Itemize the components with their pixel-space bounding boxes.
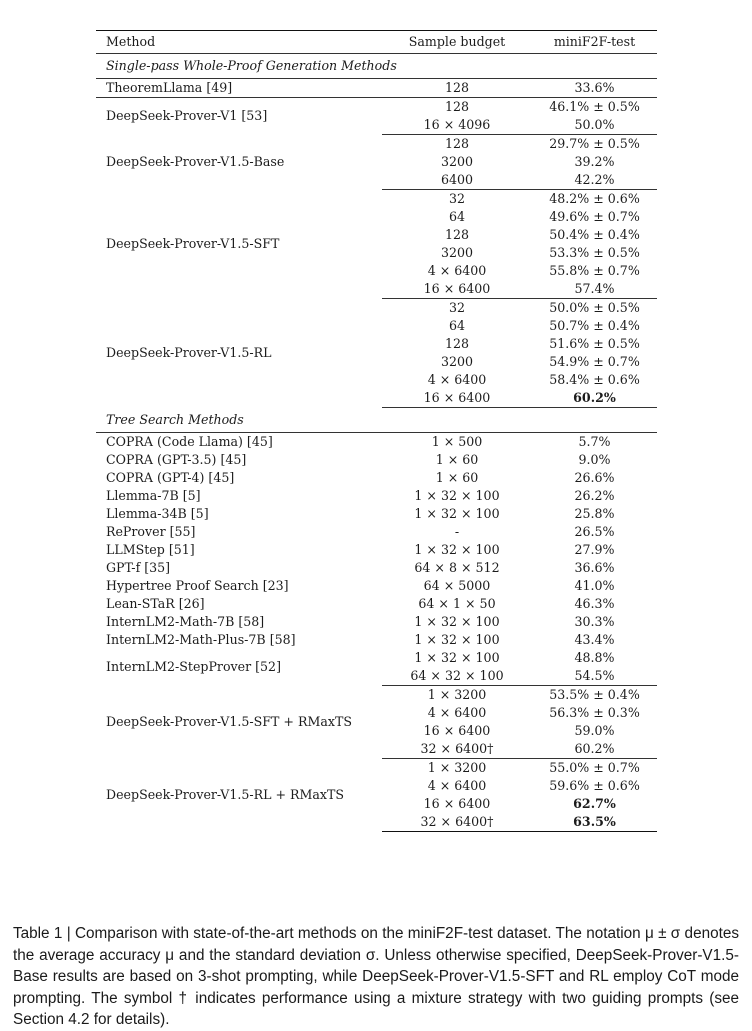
section-title-row xyxy=(96,54,657,79)
table-row xyxy=(96,613,657,631)
section-title: Tree Search Methods xyxy=(96,408,657,433)
table-row xyxy=(96,299,657,318)
method-cell: DeepSeek-Prover-V1.5-Base xyxy=(106,154,285,169)
table-row xyxy=(96,523,657,541)
score-cell: 58.4% ± 0.6% xyxy=(549,372,640,387)
score-cell: 55.8% ± 0.7% xyxy=(549,263,640,278)
score-cell: 55.0% ± 0.7% xyxy=(549,760,640,775)
score-cell: 53.5% ± 0.4% xyxy=(549,687,640,702)
score-cell: 48.2% ± 0.6% xyxy=(549,191,640,206)
sample-budget-cell: 64 xyxy=(448,209,466,224)
score-cell: 33.6% xyxy=(532,79,657,98)
sample-budget-cell: 4 × 6400 xyxy=(427,705,487,720)
table-row xyxy=(96,79,657,98)
table-row xyxy=(96,595,657,613)
sample-budget-cell: 16 × 6400 xyxy=(423,796,491,811)
section-title-row xyxy=(96,408,657,433)
sample-budget-cell: 128 xyxy=(444,136,470,151)
sample-budget-cell: 32 × 6400† xyxy=(382,740,532,759)
table-row xyxy=(96,759,657,778)
method-cell: DeepSeek-Prover-V1.5-RL xyxy=(106,345,272,360)
sample-budget-cell: 4 × 6400 xyxy=(427,372,487,387)
sample-budget-cell: 128 xyxy=(444,227,470,242)
table-row xyxy=(96,190,657,209)
score-cell: 62.7% xyxy=(573,796,616,811)
table-row xyxy=(96,135,657,154)
score-cell: 56.3% ± 0.3% xyxy=(549,705,640,720)
score-cell: 30.3% xyxy=(574,614,615,629)
score-cell: 39.2% xyxy=(574,154,615,169)
sample-budget-cell: 16 × 6400 xyxy=(382,389,532,408)
method-cell: Lean-STaR [26] xyxy=(106,596,205,611)
sample-budget-cell: 6400 xyxy=(382,171,532,190)
table-row xyxy=(96,505,657,523)
score-cell: 36.6% xyxy=(574,560,615,575)
method-cell: InternLM2-StepProver [52] xyxy=(106,659,281,675)
sample-budget-cell: 1 × 32 × 100 xyxy=(414,614,500,629)
table-row xyxy=(96,469,657,487)
sample-budget-cell: 16 × 6400 xyxy=(423,723,491,738)
score-cell: 5.7% xyxy=(578,434,611,449)
header-row xyxy=(96,31,657,54)
sample-budget-cell: 1 × 32 × 100 xyxy=(414,488,500,503)
header-method: Method xyxy=(96,31,382,54)
method-cell: Llemma-7B [5] xyxy=(106,488,201,503)
table-caption: Table 1 | Comparison with state-of-the-art methods on the miniF2F-test dataset. The notation μ ± σ denotes the average accuracy μ and the standard deviation σ. Unless otherwise specified, DeepSeek-Prover-V1.5-Base results are based on 3-shot prompting, while DeepSeek-Prover-V1.5-SFT and RL employ CoT mode prompting. The symbol † indicates performance using a mixture strategy with two guiding prompts (see Section 4.2 for details). xyxy=(13,925,739,1029)
score-cell: 9.0% xyxy=(578,452,611,467)
method-cell: COPRA (GPT-3.5) [45] xyxy=(106,452,247,467)
sample-budget-cell: 1 × 60 xyxy=(435,452,479,467)
table-row xyxy=(96,98,657,117)
sample-budget-cell: 64 × 1 × 50 xyxy=(418,596,496,611)
method-cell: DeepSeek-Prover-V1.5-SFT + RMaxTS xyxy=(106,714,352,729)
method-cell: Llemma-34B [5] xyxy=(106,506,209,521)
score-cell: 53.3% ± 0.5% xyxy=(549,245,640,260)
method-cell: DeepSeek-Prover-V1 [53] xyxy=(106,108,268,124)
sample-budget-cell: 128 xyxy=(444,99,470,114)
table-row xyxy=(96,686,657,705)
sample-budget-cell: 3200 xyxy=(440,245,474,260)
table-row xyxy=(96,559,657,577)
score-cell: 59.6% ± 0.6% xyxy=(549,778,640,793)
table-row xyxy=(96,451,657,469)
table-row xyxy=(96,631,657,649)
sample-budget-cell: 1 × 32 × 100 xyxy=(414,542,500,557)
sample-budget-cell: 32 × 6400† xyxy=(382,813,532,832)
score-cell: 46.3% xyxy=(574,596,615,611)
method-cell: COPRA (Code Llama) [45] xyxy=(106,434,273,449)
sample-budget-cell: 3200 xyxy=(440,354,474,369)
method-cell: DeepSeek-Prover-V1.5-RL + RMaxTS xyxy=(106,787,345,802)
sample-budget-cell: 1 × 3200 xyxy=(427,687,487,702)
sample-budget-cell: 64 xyxy=(448,318,466,333)
table-row xyxy=(96,487,657,505)
score-cell: 26.5% xyxy=(574,524,615,539)
sample-budget-cell: - xyxy=(454,524,460,539)
score-cell: 43.4% xyxy=(574,632,615,647)
score-cell: 50.0% ± 0.5% xyxy=(549,300,640,315)
score-cell: 63.5% xyxy=(532,813,657,832)
score-cell: 50.4% ± 0.4% xyxy=(549,227,640,242)
sample-budget-cell: 32 xyxy=(448,191,466,206)
method-cell: InternLM2-Math-7B [58] xyxy=(106,614,265,629)
score-cell: 29.7% ± 0.5% xyxy=(549,136,640,151)
method-cell: DeepSeek-Prover-V1.5-SFT xyxy=(106,236,280,251)
section-title: Single-pass Whole-Proof Generation Methods xyxy=(96,54,657,79)
score-cell: 41.0% xyxy=(574,578,615,593)
score-cell: 26.2% xyxy=(574,488,615,503)
sample-budget-cell: 1 × 500 xyxy=(431,434,483,449)
score-cell: 27.9% xyxy=(574,542,615,557)
score-cell: 49.6% ± 0.7% xyxy=(549,209,640,224)
sample-budget-cell: 128 xyxy=(382,79,532,98)
sample-budget-cell: 16 × 4096 xyxy=(382,116,532,135)
method-cell: InternLM2-Math-Plus-7B [58] xyxy=(106,632,296,647)
sample-budget-cell: 16 × 6400 xyxy=(382,280,532,299)
sample-budget-cell: 32 xyxy=(448,300,466,315)
method-cell: Hypertree Proof Search [23] xyxy=(106,578,289,593)
sample-budget-cell: 64 × 32 × 100 xyxy=(382,667,532,686)
table-row xyxy=(96,577,657,595)
sample-budget-cell: 128 xyxy=(444,336,470,351)
sample-budget-cell: 64 × 8 × 512 xyxy=(414,560,500,575)
score-cell: 26.6% xyxy=(574,470,615,485)
score-cell: 48.8% xyxy=(574,650,615,665)
method-cell: COPRA (GPT-4) [45] xyxy=(106,470,235,485)
score-cell: 42.2% xyxy=(532,171,657,190)
table-row xyxy=(96,433,657,452)
sample-budget-cell: 1 × 32 × 100 xyxy=(414,632,500,647)
score-cell: 46.1% ± 0.5% xyxy=(549,99,640,114)
results-table xyxy=(96,30,657,832)
sample-budget-cell: 64 × 5000 xyxy=(423,578,491,593)
score-cell: 50.7% ± 0.4% xyxy=(549,318,640,333)
score-cell: 54.5% xyxy=(532,667,657,686)
sample-budget-cell: 4 × 6400 xyxy=(427,778,487,793)
method-cell: GPT-f [35] xyxy=(106,560,171,575)
sample-budget-cell: 1 × 32 × 100 xyxy=(414,506,500,521)
table-row xyxy=(96,541,657,559)
method-cell: LLMStep [51] xyxy=(106,542,195,557)
sample-budget-cell: 1 × 32 × 100 xyxy=(414,650,500,665)
score-cell: 50.0% xyxy=(532,116,657,135)
table-row xyxy=(96,649,657,667)
sample-budget-cell: 4 × 6400 xyxy=(427,263,487,278)
method-cell: TheoremLlama [49] xyxy=(96,79,382,98)
score-cell: 51.6% ± 0.5% xyxy=(549,336,640,351)
score-cell: 54.9% ± 0.7% xyxy=(549,354,640,369)
sample-budget-cell: 3200 xyxy=(440,154,474,169)
table-body xyxy=(96,54,657,832)
score-cell: 60.2% xyxy=(532,389,657,408)
score-cell: 60.2% xyxy=(532,740,657,759)
method-cell: ReProver [55] xyxy=(106,524,196,539)
sample-budget-cell: 1 × 3200 xyxy=(427,760,487,775)
header-minif2f-test: miniF2F-test xyxy=(532,31,657,54)
score-cell: 59.0% xyxy=(574,723,615,738)
score-cell: 25.8% xyxy=(574,506,615,521)
score-cell: 57.4% xyxy=(532,280,657,299)
header-sample-budget: Sample budget xyxy=(382,31,532,54)
sample-budget-cell: 1 × 60 xyxy=(435,470,479,485)
